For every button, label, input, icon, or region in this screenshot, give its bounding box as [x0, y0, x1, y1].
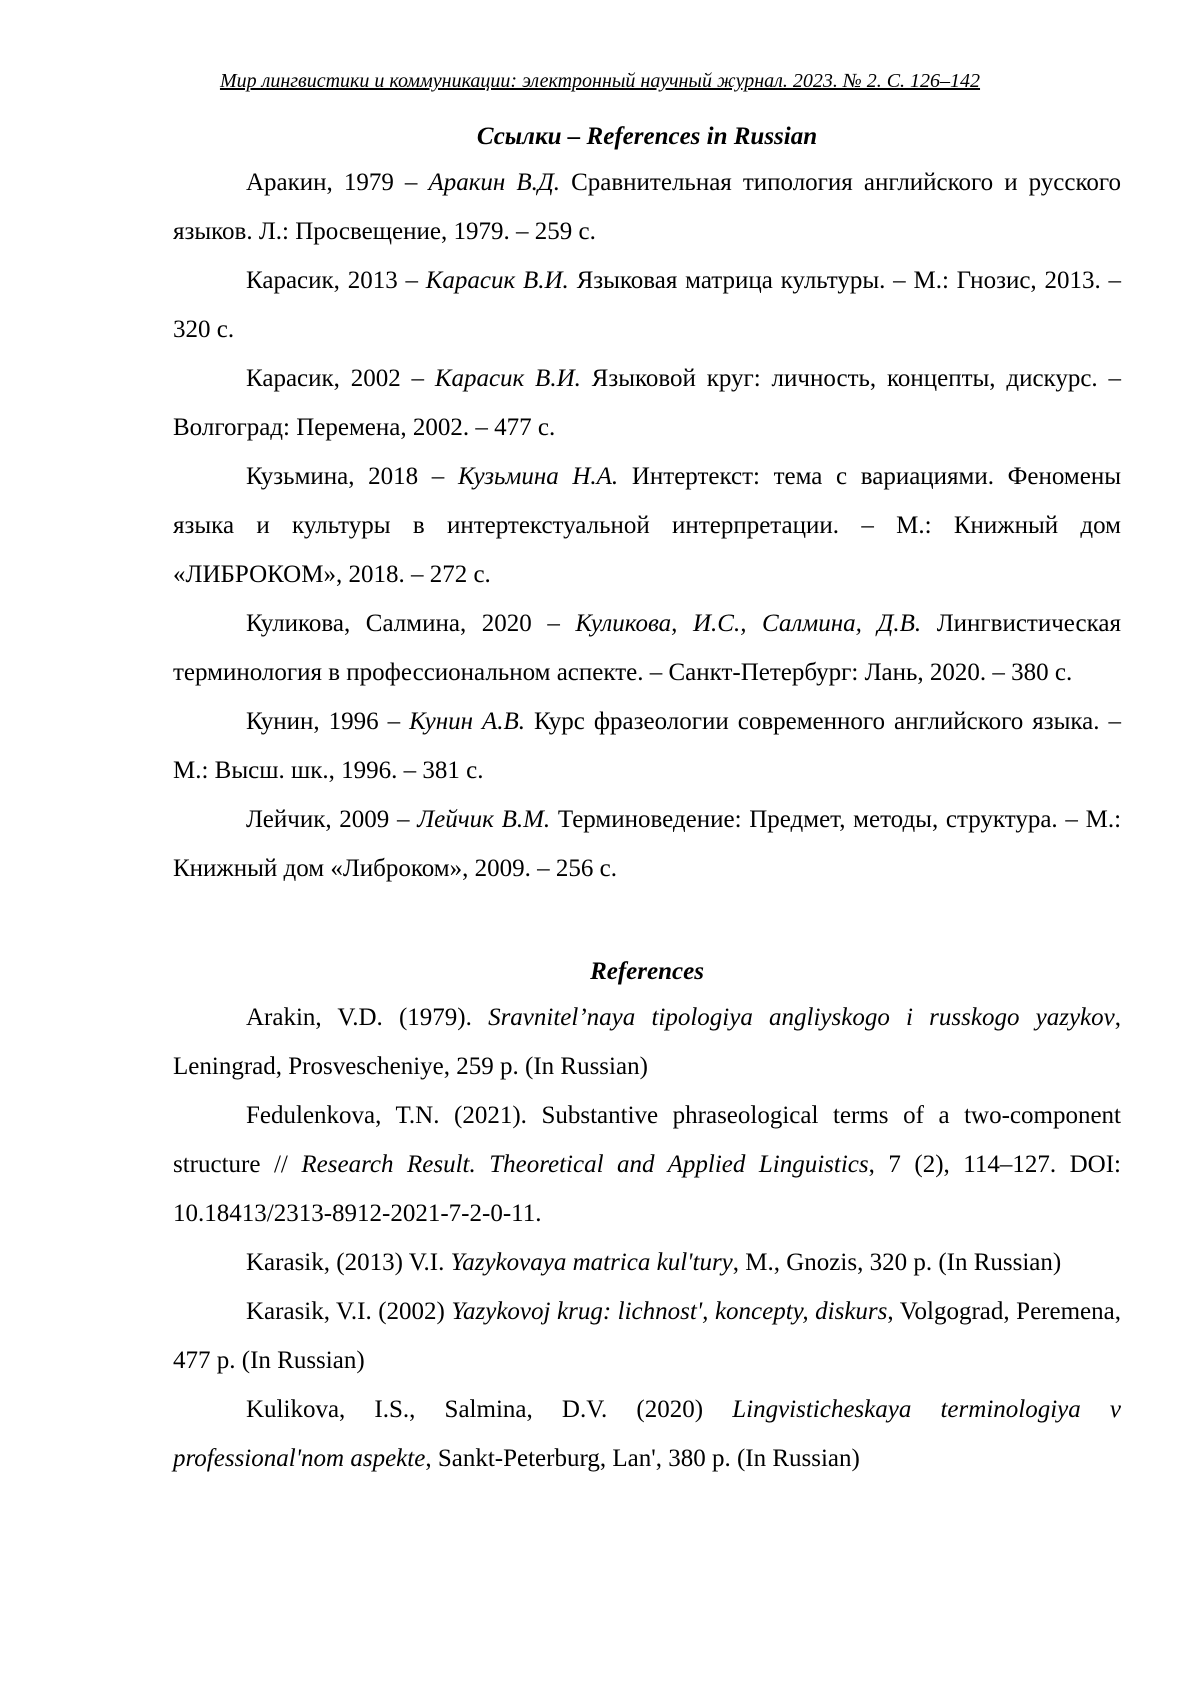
reference-rest: Терминоведение: Предмет, методы, структура. – М.: Книжный дом «Либроком», 2009. – 256 с. [173, 806, 1122, 882]
reference-entry [173, 599, 1121, 697]
reference-lead: Кузьмина, 2018 – [246, 463, 458, 490]
reference-italic-title: Lingvisticheskaya terminologiya v professional'nom aspekte [173, 1396, 1121, 1472]
reference-rest: Сравнительная типология английского и русского языков. Л.: Просвещение, 1979. – 259 с. [173, 169, 1121, 245]
reference-post: , 7 (2), 114–127. DOI: 10.18413/2313-8912-2021-7-2-0-11. [173, 1151, 1121, 1227]
reference-pre: Karasik, (2013) V.I. [246, 1249, 451, 1276]
reference-pre: Kulikova, I.S., Salmina, D.V. (2020) [246, 1396, 733, 1423]
content [173, 120, 1121, 1483]
reference-author: Карасик В.И. [434, 365, 581, 392]
reference-pre: Arakin, V.D. (1979). [246, 1004, 489, 1031]
reference-entry [173, 795, 1121, 893]
reference-entry [173, 354, 1121, 452]
reference-author: Лейчик В.М. [417, 806, 551, 833]
reference-author: Карасик В.И. [425, 267, 569, 294]
reference-pre: Karasik, V.I. (2002) [246, 1298, 452, 1325]
reference-entry [173, 1287, 1121, 1385]
reference-rest: Курс фразеологии современного английского языка. – М.: Высш. шк., 1996. – 381 с. [173, 708, 1121, 784]
reference-post: , Sankt-Peterburg, Lan', 380 p. (In Russian) [425, 1445, 860, 1472]
reference-rest: Языковая матрица культуры. – М.: Гнозис, 2013. – 320 с. [173, 267, 1121, 343]
reference-italic-title: Yazykovoj krug: lichnost', koncepty, diskurs [451, 1298, 888, 1325]
reference-italic-title: Sravnitel’naya tipologiya angliyskogo i russkogo yazykov [488, 1004, 1115, 1031]
reference-post: , Leningrad, Prosvescheniye, 259 p. (In Russian) [173, 1004, 1121, 1080]
reference-post: , M., Gnozis, 320 p. (In Russian) [732, 1249, 1062, 1276]
reference-lead: Кунин, 1996 – [246, 708, 410, 735]
reference-post: , Volgograd, Peremena, 477 p. (In Russian) [173, 1298, 1121, 1374]
reference-author: Кузьмина Н.А. [457, 463, 619, 490]
reference-rest: Языковой круг: личность, концепты, дискурс. – Волгоград: Перемена, 2002. – 477 с. [173, 365, 1121, 441]
reference-rest: Лингвистическая терминология в профессиональном аспекте. – Санкт-Петербург: Лань, 2020. – 380 с. [173, 610, 1121, 686]
reference-lead: Карасик, 2013 – [246, 267, 426, 294]
reference-entry [173, 256, 1121, 354]
english-references-title: References [590, 958, 704, 985]
reference-entry [173, 158, 1121, 256]
reference-lead: Лейчик, 2009 – [246, 806, 418, 833]
reference-lead: Карасик, 2002 – [246, 365, 435, 392]
reference-lead: Куликова, Салмина, 2020 – [246, 610, 576, 637]
reference-rest: Интертекст: тема с вариациями. Феномены языка и культуры в интертекстуальной интерпретации. – М.: Книжный дом «ЛИБРОКОМ», 2018. – 272 с. [173, 463, 1121, 588]
reference-author: Куликова, И.С., Салмина, Д.В. [575, 610, 922, 637]
reference-italic-title: Yazykovaya matrica kul'tury [450, 1249, 733, 1276]
reference-entry [173, 1091, 1121, 1238]
reference-lead: Аракин, 1979 – [246, 169, 429, 196]
reference-pre: Fedulenkova, T.N. (2021). Substantive phraseological terms of a two-component structure // [173, 1102, 1121, 1178]
reference-entry [173, 993, 1121, 1091]
reference-entry [173, 1238, 1121, 1287]
running-head: Мир лингвистики и коммуникации: электронный научный журнал. 2023. № 2. С. 126–142 [219, 70, 981, 92]
reference-italic-title: Research Result. Theoretical and Applied Linguistics [301, 1151, 869, 1178]
reference-entry [173, 452, 1121, 599]
reference-entry [173, 697, 1121, 795]
reference-entry [173, 1385, 1121, 1483]
reference-author: Аракин В.Д. [428, 169, 561, 196]
reference-author: Кунин А.В. [409, 708, 526, 735]
russian-references-title: Ссылки – References in Russian [476, 123, 818, 150]
